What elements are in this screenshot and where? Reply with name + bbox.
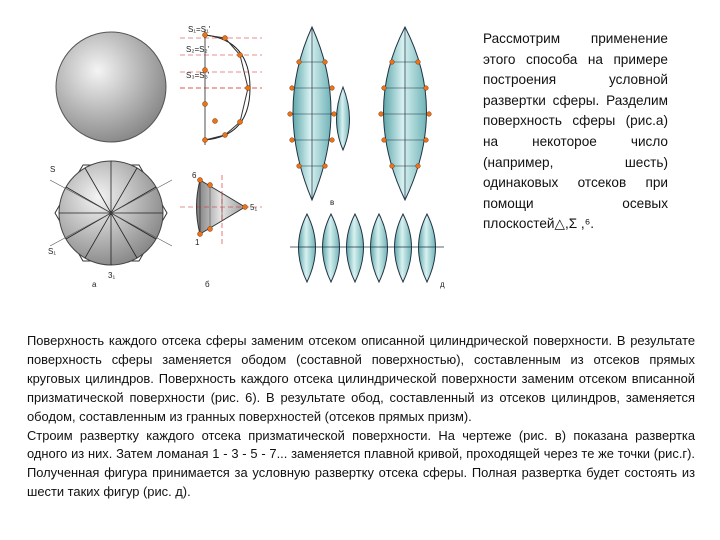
half-profile — [180, 25, 262, 145]
label-3-1: 3₁ — [108, 271, 116, 280]
label-s2: S₂=S₂' — [186, 45, 210, 54]
body-text — [27, 332, 695, 502]
label-1: 1 — [195, 238, 200, 247]
label-s1-top: S₁=S₁' — [188, 25, 211, 34]
label-s3: S₃=S₃' — [186, 71, 210, 80]
label-b: б — [205, 280, 210, 289]
side-paragraph-text: Рассмотрим применение этого способа на примере построения условной развертки сферы. Разделим поверхность сферы (рис.а) на некоторое число (например, шесть) одинаковых отсеков при помощи осевых плоскостей — [483, 31, 668, 232]
label-a: а — [92, 280, 97, 289]
lens-gore-g — [379, 27, 432, 200]
side-paragraph-symbols: △,Σ ,⁶. — [554, 216, 595, 232]
sphere-divided — [48, 161, 172, 280]
side-paragraph — [483, 29, 668, 235]
body-paragraph-1: Поверхность каждого отсека сферы заменим отсеком описанной цилиндрической поверхности. В результате поверхность сферы заменяется ободом (составной поверхностью), составленным из отсеков прямых круговых цилиндров. Поверхность каждого отсека цилиндрической поверхности заменим отсеком вписанной призматической поверхности (рис. 6). В результате обод, составленный из отсеков цилиндров, заменяется ободом, составленным из гранных поверхностей (отсеков прямых призм). — [27, 333, 695, 424]
prism-piece — [180, 171, 262, 247]
lens-gore-v — [288, 27, 337, 207]
label-s1: S₁ — [48, 247, 57, 256]
body-paragraph-2: Строим развертку каждого отсека призматической поверхности. На чертеже (рис. в) показана развертка одного из них. Затем ломаная 1 - 3 - 5 - 7... заменяется плавной кривой, проходящей через те же точки (рис.г). Полученная фигура принимается за условную развертку отсека сферы. Полная развертка будет состоять из шести таких фигур (рис. д). — [27, 427, 695, 500]
sphere-top — [56, 32, 166, 142]
label-d: д — [440, 280, 445, 289]
label-6: 6 — [192, 171, 197, 180]
full-development — [290, 214, 444, 282]
small-lens — [337, 87, 350, 150]
label-5-1: 5₁ — [250, 203, 258, 212]
label-s: S — [50, 165, 56, 174]
label-v: в — [330, 198, 335, 207]
